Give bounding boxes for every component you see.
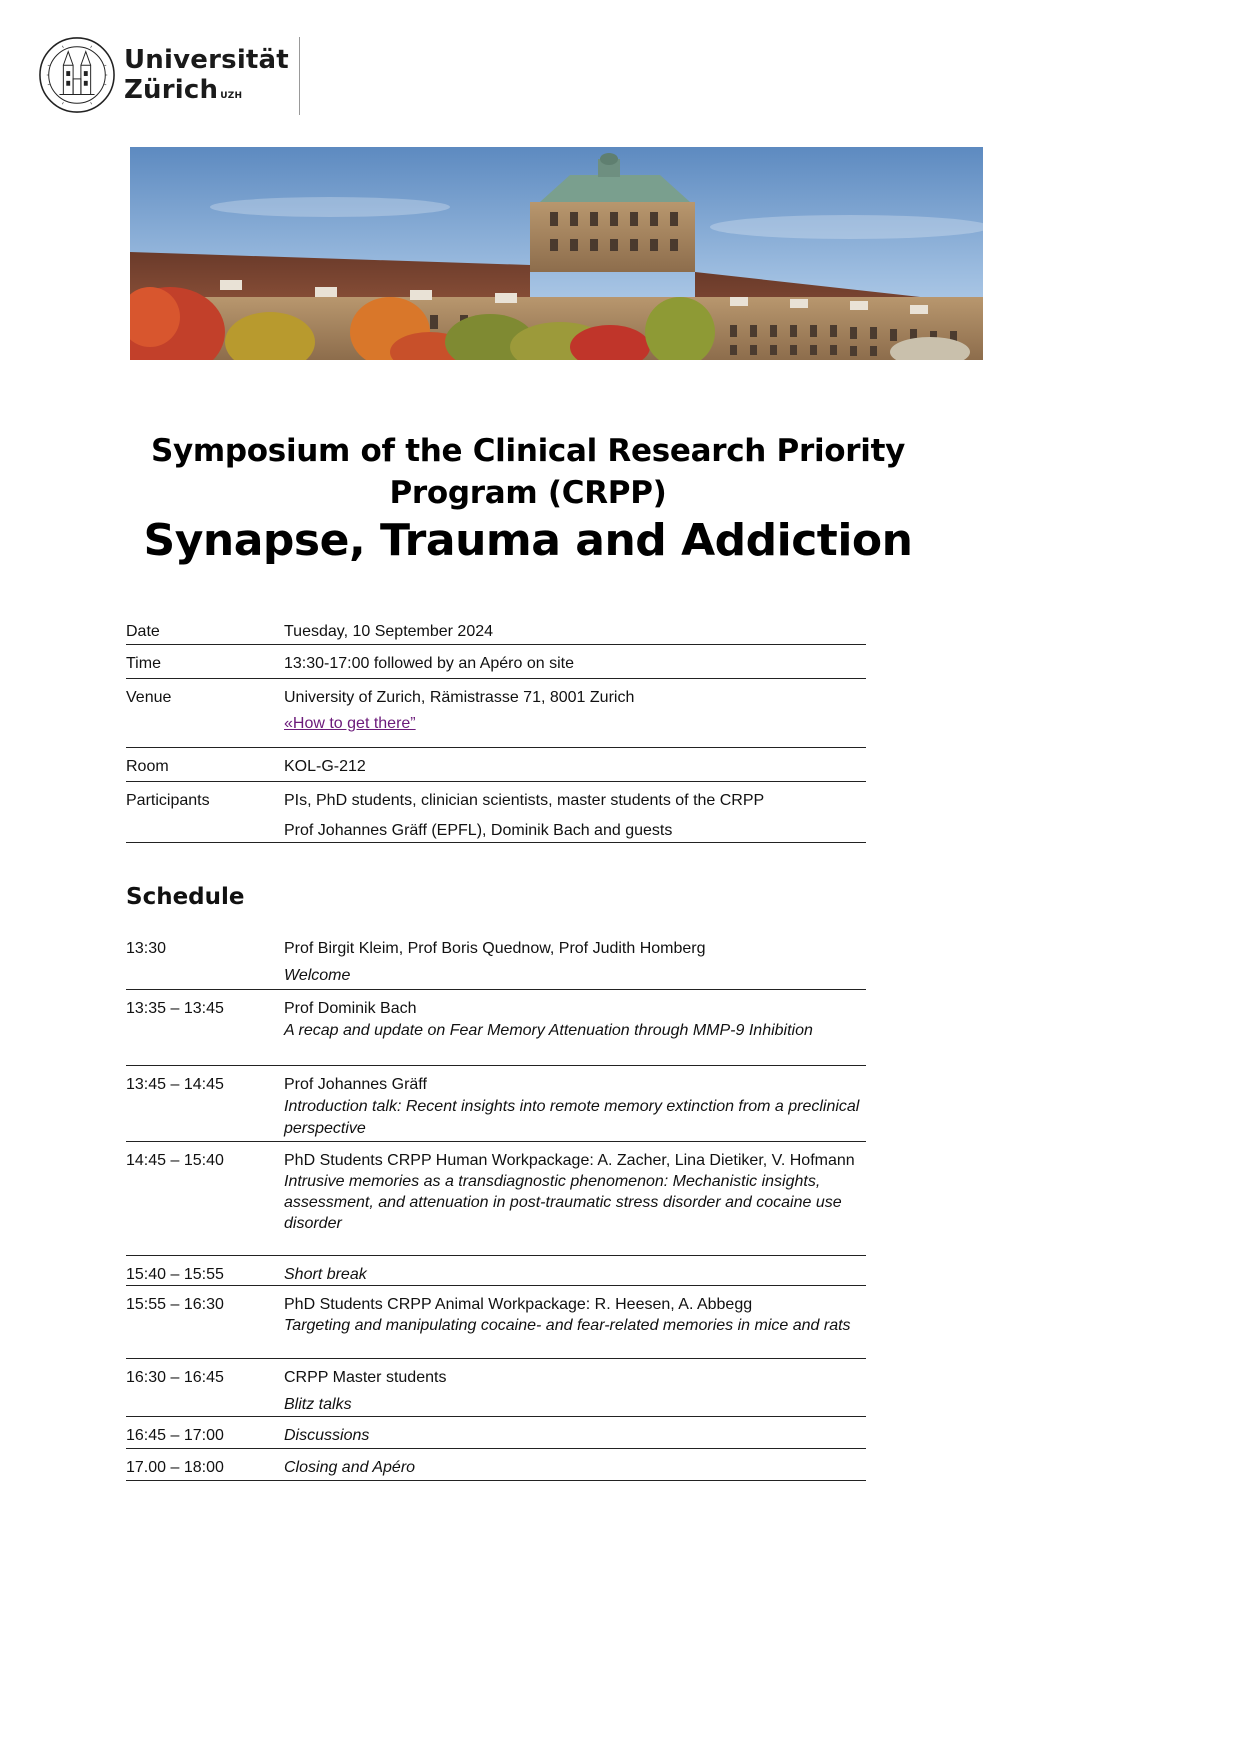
info-row-room xyxy=(126,748,866,782)
info-label: Room xyxy=(126,758,169,775)
logo-line-1: Universität xyxy=(124,45,289,75)
schedule-row xyxy=(126,1256,866,1286)
schedule-time: 15:55 – 16:30 xyxy=(126,1296,224,1313)
schedule-row xyxy=(126,990,866,1066)
header-divider xyxy=(299,37,300,115)
schedule-entry xyxy=(284,938,866,989)
schedule-row xyxy=(126,1066,866,1142)
schedule-time: 13:45 – 14:45 xyxy=(126,1076,224,1093)
schedule-speaker: Prof Johannes Gräff xyxy=(284,1076,427,1093)
schedule-talk: A recap and update on Fear Memory Attenuation through MMP-9 Inhibition xyxy=(284,1022,813,1039)
info-row-time xyxy=(126,645,866,679)
schedule-heading: Schedule xyxy=(126,884,245,910)
schedule-talk: Targeting and manipulating cocaine- and fear-related memories in mice and rats xyxy=(284,1317,851,1334)
schedule-time: 15:40 – 15:55 xyxy=(126,1266,224,1283)
schedule-time: 17.00 – 18:00 xyxy=(126,1459,224,1476)
schedule-entry xyxy=(284,1367,866,1416)
schedule-row xyxy=(126,1449,866,1481)
logo-line-2: Zürich $^{UZH}$ xyxy=(124,75,243,105)
info-value xyxy=(284,790,866,842)
info-label: Venue xyxy=(126,689,172,706)
info-value: Tuesday, 10 September 2024 xyxy=(284,623,494,640)
schedule-entry xyxy=(284,1074,866,1141)
schedule-row xyxy=(126,936,866,990)
info-value: KOL-G-212 xyxy=(284,758,366,775)
info-label: Date xyxy=(126,623,160,640)
schedule-speaker: Prof Dominik Bach xyxy=(284,1000,417,1017)
university-name xyxy=(124,45,289,105)
schedule-time: 13:30 xyxy=(126,940,167,957)
schedule-row xyxy=(126,1286,866,1359)
schedule-table xyxy=(126,936,866,1481)
title-line-2: Program (CRPP) xyxy=(389,475,667,511)
schedule-time: 13:35 – 13:45 xyxy=(126,1000,224,1017)
schedule-talk: Intrusive memories as a transdiagnostic phenomenon: Mechanistic insights, assessment, and attenuation in post-traumatic stress disorder and cocaine use disorder xyxy=(284,1173,842,1232)
schedule-speaker: CRPP Master students xyxy=(284,1369,447,1386)
info-label: Participants xyxy=(126,792,210,809)
event-info-table xyxy=(126,619,866,843)
schedule-entry xyxy=(284,998,866,1065)
participants-line: Prof Johannes Gräff (EPFL), Dominik Bach and guests xyxy=(284,822,673,839)
main-title: Synapse, Trauma and Addiction xyxy=(143,515,913,566)
schedule-time: 16:45 – 17:00 xyxy=(126,1427,224,1444)
symposium-title xyxy=(130,430,926,514)
participants-line: PIs, PhD students, clinician scientists, master students of the CRPP xyxy=(284,792,765,809)
schedule-talk: Short break xyxy=(284,1266,367,1283)
hero-building-image xyxy=(130,147,983,360)
schedule-talk: Closing and Apéro xyxy=(284,1459,416,1476)
schedule-talk: Welcome xyxy=(284,967,351,984)
directions-link[interactable]: «How to get there” xyxy=(284,715,416,732)
info-row-participants xyxy=(126,782,866,843)
schedule-row xyxy=(126,1417,866,1449)
schedule-speaker: PhD Students CRPP Human Workpackage: A. Zacher, Lina Dietiker, V. Hofmann xyxy=(284,1152,855,1169)
info-row-date xyxy=(126,619,866,645)
schedule-entry xyxy=(284,1150,866,1255)
schedule-entry xyxy=(284,1294,866,1358)
schedule-talk: Blitz talks xyxy=(284,1396,352,1413)
title-line-1: Symposium of the Clinical Research Priority xyxy=(150,433,906,469)
schedule-talk: Introduction talk: Recent insights into remote memory extinction from a preclinical perspective xyxy=(284,1098,860,1137)
university-seal-icon xyxy=(38,36,116,114)
schedule-row xyxy=(126,1359,866,1417)
schedule-speaker: Prof Birgit Kleim, Prof Boris Quednow, Prof Judith Homberg xyxy=(284,940,706,957)
schedule-talk: Discussions xyxy=(284,1427,370,1444)
info-value: 13:30-17:00 followed by an Apéro on site xyxy=(284,655,574,672)
schedule-time: 14:45 – 15:40 xyxy=(126,1152,224,1169)
schedule-row xyxy=(126,1142,866,1256)
info-row-venue xyxy=(126,679,866,748)
schedule-speaker: PhD Students CRPP Animal Workpackage: R. Heesen, A. Abbegg xyxy=(284,1296,753,1313)
university-logo xyxy=(38,36,289,114)
logo-superscript: UZH xyxy=(220,91,243,101)
schedule-time: 16:30 – 16:45 xyxy=(126,1369,224,1386)
info-value xyxy=(284,687,866,747)
venue-address: University of Zurich, Rämistrasse 71, 8001 Zurich xyxy=(284,689,635,706)
info-label: Time xyxy=(126,655,161,672)
